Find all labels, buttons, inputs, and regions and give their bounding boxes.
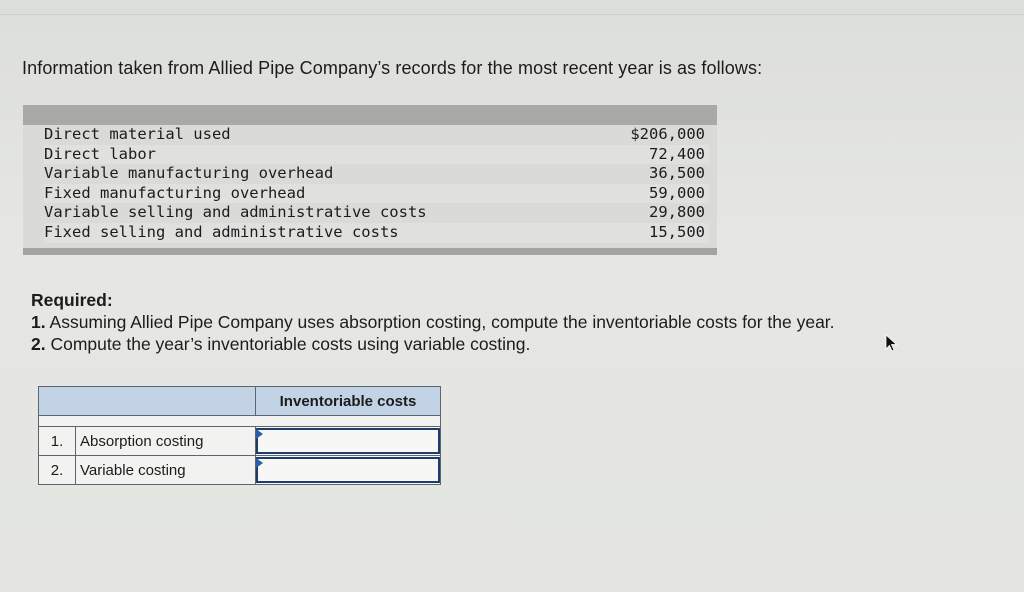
table-row — [39, 456, 441, 485]
spacer-cell — [39, 416, 441, 427]
row-number: 1. — [39, 427, 76, 456]
header-blank-cell — [39, 387, 256, 416]
answer-cell — [256, 427, 441, 456]
answer-marker-icon — [256, 458, 263, 468]
cost-label: Direct labor — [44, 144, 156, 163]
cost-amount: 59,000 — [649, 183, 705, 202]
cost-list — [44, 125, 709, 243]
answer-cell — [256, 456, 441, 485]
cost-label: Fixed selling and administrative costs — [44, 222, 399, 241]
spacer-row — [39, 416, 441, 427]
column-header: Inventoriable costs — [256, 387, 441, 416]
table-row — [39, 427, 441, 456]
cost-row — [44, 145, 709, 165]
cost-amount: 36,500 — [649, 164, 705, 183]
required-item — [31, 333, 835, 355]
cost-amount: 15,500 — [649, 222, 705, 241]
panel-header-bar — [23, 105, 717, 125]
required-item-text: Assuming Allied Pipe Company uses absorption costing, compute the inventoriable costs for the year. — [49, 312, 835, 332]
cost-amount: 72,400 — [649, 144, 705, 163]
panel-footer-bar — [23, 248, 717, 255]
row-label: Absorption costing — [76, 427, 256, 456]
answer-marker-icon — [256, 429, 263, 439]
required-item — [31, 311, 835, 333]
required-section — [31, 289, 835, 355]
cost-label: Variable selling and administrative costs — [44, 203, 427, 222]
mouse-pointer-icon — [885, 334, 899, 352]
required-item-text: Compute the year’s inventoriable costs using variable costing. — [50, 334, 531, 354]
cost-label: Variable manufacturing overhead — [44, 164, 334, 183]
absorption-costing-input[interactable] — [256, 428, 440, 454]
cost-row — [44, 164, 709, 184]
cost-label: Fixed manufacturing overhead — [44, 183, 306, 202]
required-heading: Required: — [31, 290, 113, 310]
required-item-number: 1. — [31, 312, 46, 332]
row-label: Variable costing — [76, 456, 256, 485]
cost-row — [44, 223, 709, 243]
answer-table-header — [39, 387, 441, 416]
cost-row — [44, 203, 709, 223]
cost-label: Direct material used — [44, 125, 231, 143]
required-item-number: 2. — [31, 334, 46, 354]
cost-amount: 29,800 — [649, 203, 705, 222]
cost-row — [44, 125, 709, 145]
cost-row — [44, 184, 709, 204]
answer-table — [38, 386, 441, 485]
intro-text: Information taken from Allied Pipe Company’s records for the most recent year is as follows: — [22, 58, 763, 78]
variable-costing-input[interactable] — [256, 457, 440, 483]
cost-amount: $206,000 — [630, 125, 705, 143]
row-number: 2. — [39, 456, 76, 485]
divider — [0, 14, 1024, 15]
